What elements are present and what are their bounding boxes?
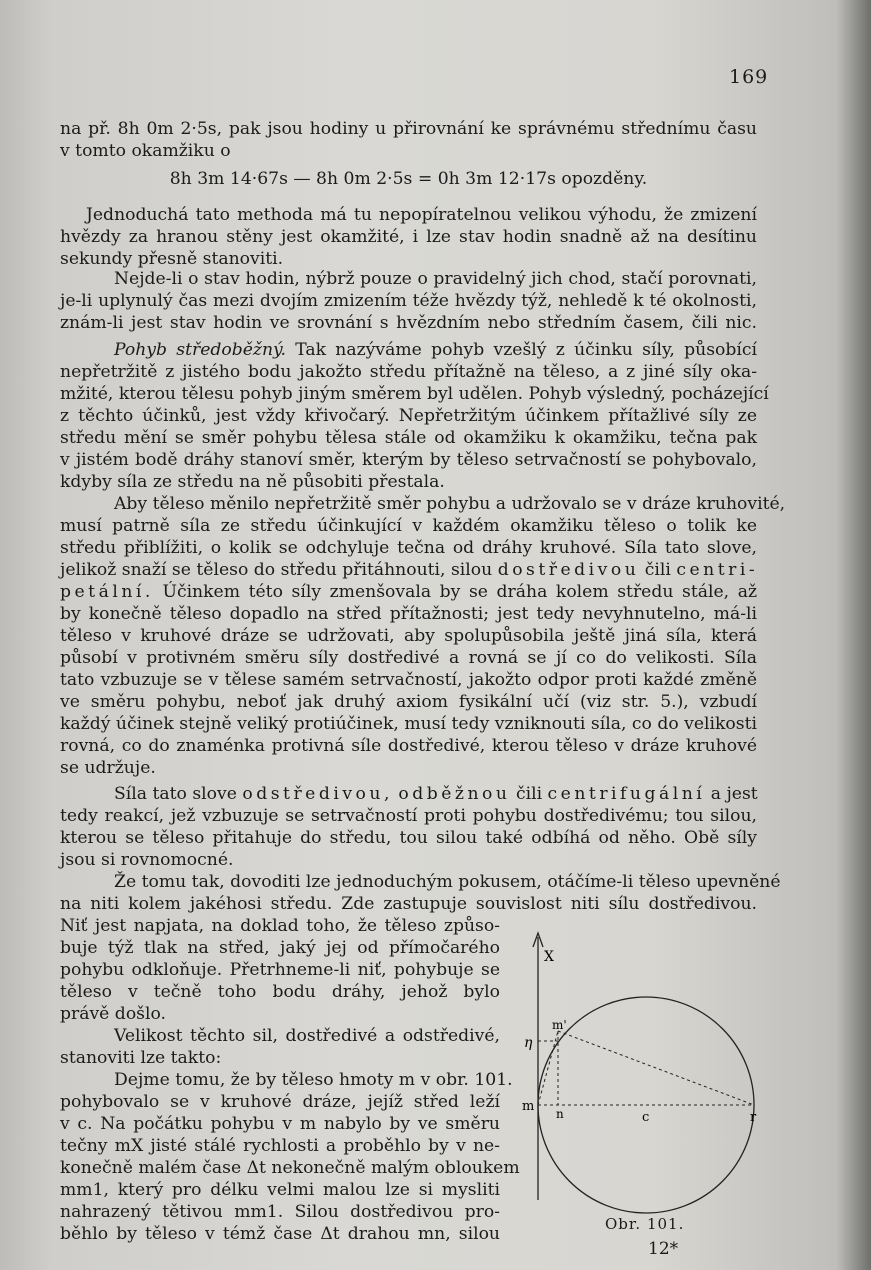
label-m1: m' xyxy=(552,1018,567,1032)
text-line: nepřetržitě z jistého bodu jakožto středu přítažně na těleso, a z jiné síly oka- xyxy=(60,362,757,382)
text-line: buje týž tlak na střed, jaký jej od přímočarého xyxy=(60,938,500,958)
text-line: pohybovalo se v kruhové dráze, jejíž střed leží xyxy=(60,1092,500,1112)
section-heading: Pohyb středoběžný. xyxy=(114,340,286,360)
text-line xyxy=(60,581,757,603)
label-n: n xyxy=(556,1107,564,1121)
text-span: čili xyxy=(515,784,543,804)
term-centripetalni: centri- xyxy=(676,560,759,580)
text-line: Velikost těchto sil, dostředivé a odstředivé, xyxy=(114,1026,500,1046)
text-line: těleso v kruhové dráze se udržovati, aby spolupůsobila ještě jiná síla, která xyxy=(60,626,757,646)
text-line: sekundy přesně stanoviti. xyxy=(60,249,284,269)
text-line: Nejde-li o stav hodin, nýbrž pouze o pravidelný jich chod, stačí porovnati, xyxy=(114,269,757,289)
text-line: znám-li jest stav hodin ve srovnání s hvězdním nebo středním časem, čili nic. xyxy=(60,313,757,333)
text-line: běhlo by těleso v témž čase Δt drahou mn, silou xyxy=(60,1224,500,1244)
text-span: čili xyxy=(644,560,671,580)
text-line: na př. 8h 0m 2·5s, pak jsou hodiny u přirovnání ke správnému střednímu času xyxy=(60,119,757,139)
text-line: se udržuje. xyxy=(60,758,156,778)
text-line: kterou se těleso přitahuje do středu, tou silou také odbíhá od něho. Obě síly xyxy=(60,828,757,848)
text-span: jelikož snaží se těleso do středu přitáhnouti, silou xyxy=(60,560,493,580)
label-m: m xyxy=(522,1099,535,1114)
text-span: Tak nazýváme pohyb vzešlý z účinku síly, působící xyxy=(295,340,757,360)
text-line: tato vzbuzuje se v tělese samém setrvačností, jakožto odpor proti každé změně xyxy=(60,670,757,690)
text-line: konečně malém čase Δt nekonečně malým obloukem xyxy=(60,1158,520,1178)
text-line: hvězdy za hranou stěny jest okamžité, i lze stav hodin snadně až na desítinu xyxy=(60,227,757,247)
term-odstredivou: odstředivou, xyxy=(242,784,393,804)
text-line xyxy=(60,559,757,581)
text-line: Jednoduchá tato methoda má tu nepopíratelnou velikou výhodu, že zmizení xyxy=(86,205,757,225)
term-centrifugalni: centrifugální xyxy=(547,784,706,804)
text-line: rovná, co do znaménka protivná síle dostředivé, kterou těleso v dráze kruhové xyxy=(60,736,757,756)
text-line: kdyby síla ze středu na ně působiti přestala. xyxy=(60,472,445,492)
text-line: pohybu odkloňuje. Přetrhneme-li niť, pohybuje se xyxy=(60,960,500,980)
text-line: mžité, kterou tělesu pohyb jiným směrem byl udělen. Pohyb výsledný, pocházející xyxy=(60,384,769,404)
text-span: Síla tato slove xyxy=(114,784,237,804)
text-line: nahrazený tětivou mm1. Silou dostředivou pro- xyxy=(60,1202,500,1222)
text-line: jsou si rovnomocné. xyxy=(60,850,234,870)
text-line: působí v protivném směru síly dostředivé a rovná se jí co do velikosti. Síla xyxy=(60,648,757,668)
figure-caption: Obr. 101. xyxy=(605,1215,685,1233)
text-line: mm1, který pro délku velmi malou lze si mysliti xyxy=(60,1180,500,1200)
text-line: Aby těleso měnilo nepřetržitě směr pohybu a udržovalo se v dráze kruhovité, xyxy=(114,494,786,514)
term-odbeznou: odběžnou xyxy=(398,784,511,804)
text-line: ve směru pohybu, neboť jak druhý axiom fysikální učí (viz str. 5.), vzbudí xyxy=(60,692,757,712)
text-line: právě došlo. xyxy=(60,1004,166,1024)
text-line: středu přiblížiti, o kolik se odchyluje tečna od dráhy kruhové. Síla tato slove, xyxy=(60,538,757,558)
text-line: každý účinek stejně veliký protiúčinek, musí tedy vzniknouti síla, co do velikosti xyxy=(60,714,757,734)
text-line: je-li uplynulý čas mezi dvojím zmizením téže hvězdy týž, nehledě k té okolnosti, xyxy=(60,291,757,311)
label-c: c xyxy=(642,1110,650,1125)
text-line xyxy=(114,339,757,361)
line-m1r xyxy=(558,1031,754,1105)
text-line: Že tomu tak, dovoditi lze jednoduchým pokusem, otáčíme-li těleso upevněné xyxy=(114,872,781,892)
label-x: X xyxy=(544,949,554,965)
text-line: by konečně těleso dopadlo na střed přítažnosti; jest tedy nevyhnutelno, má-li xyxy=(60,604,757,624)
text-line xyxy=(114,783,757,805)
text-line: v tomto okamžiku o xyxy=(60,141,231,161)
term-dostredivou: dostředivou xyxy=(497,560,640,580)
text-line: musí patrně síla ze středu účinkující v každém okamžiku těleso o tolik ke xyxy=(60,516,757,536)
text-line: Dejme tomu, že by těleso hmoty m v obr. 101. xyxy=(114,1070,513,1090)
text-line: stanoviti lze takto: xyxy=(60,1048,222,1068)
page-number: 169 xyxy=(729,66,769,88)
text-line: v c. Na počátku pohybu v m nabylo by ve směru xyxy=(60,1114,500,1134)
label-eta: η xyxy=(524,1035,533,1051)
figure-101-diagram xyxy=(510,925,770,1225)
label-r: r xyxy=(750,1110,757,1125)
formula-line: 8h 3m 14·67s — 8h 0m 2·5s = 0h 3m 12·17s opozděny. xyxy=(169,169,648,189)
text-line: těleso v tečně toho bodu dráhy, jehož bylo xyxy=(60,982,500,1002)
text-line: Niť jest napjata, na doklad toho, že těleso způso- xyxy=(60,916,500,936)
text-span: Účinkem této síly zmenšovala by se dráha kolem středu stále, až xyxy=(162,582,758,602)
text-line: tedy reakcí, jež vzbuzuje se setrvačností proti pohybu dostředivému; tou silou, xyxy=(60,806,757,826)
text-span: a jest xyxy=(710,784,758,804)
text-line: na niti kolem jakéhosi středu. Zde zastupuje souvislost niti sílu dostředivou. xyxy=(60,894,757,914)
text-line: tečny mX jisté stálé rychlosti a proběhlo by v ne- xyxy=(60,1136,500,1156)
text-line: v jistém bodě dráhy stanoví směr, kterým by těleso setrvačností se pohybovalo, xyxy=(60,450,757,470)
text-line: středu mění se směr pohybu tělesa stále od okamžiku k okamžiku, tečna pak xyxy=(60,428,757,448)
chord-mm1 xyxy=(538,1031,558,1105)
signature-mark: 12* xyxy=(648,1239,679,1259)
text-line: z těchto účinků, jest vždy křivočarý. Nepřetržitým účinkem přítažlivé síly ze xyxy=(60,406,757,426)
term-centripetalni-cont: petální. xyxy=(60,582,154,602)
